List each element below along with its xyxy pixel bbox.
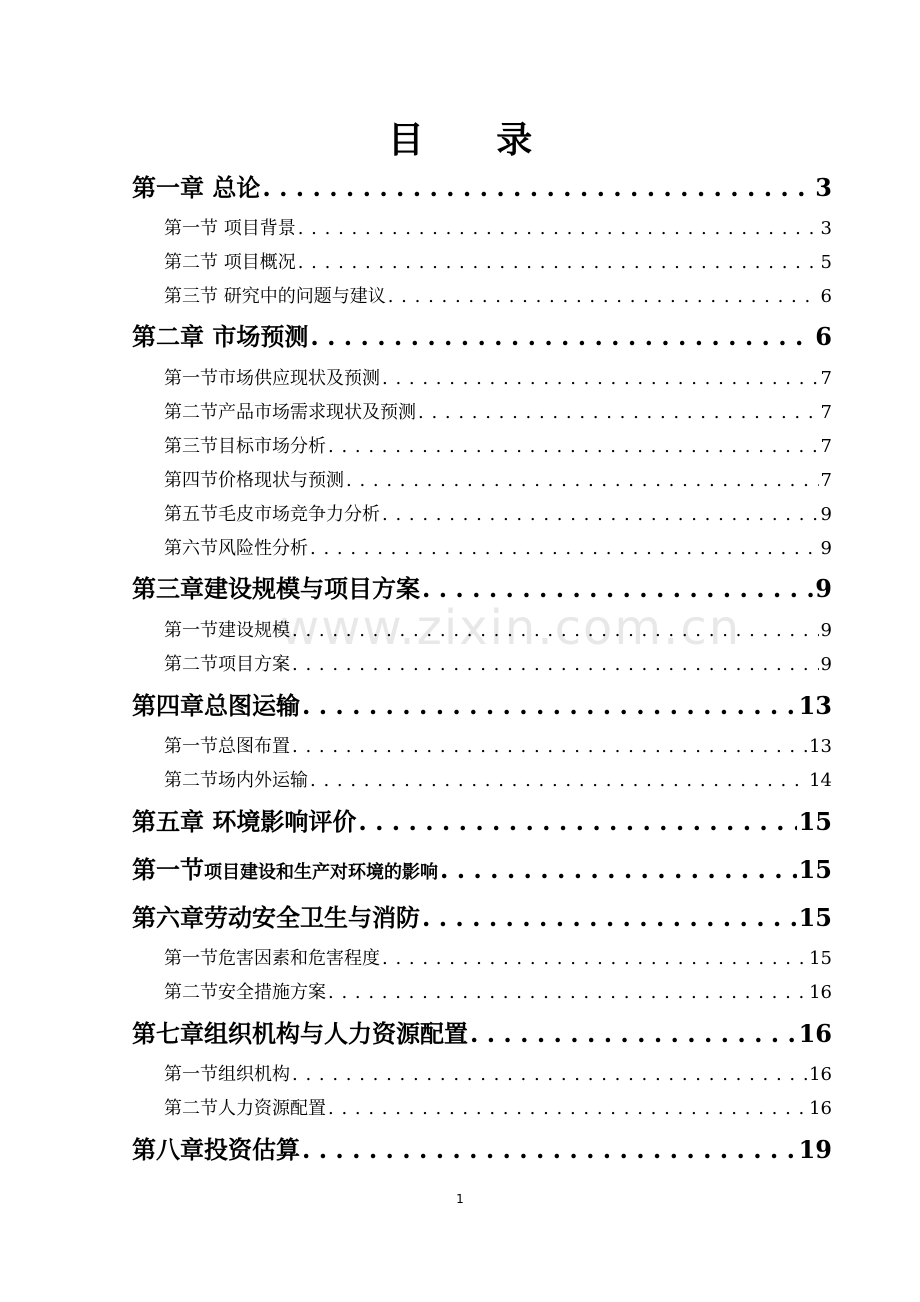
toc-page-number: 9	[820, 620, 832, 641]
toc-chapter-5-section-1[interactable]	[132, 850, 832, 885]
leader-dots	[328, 982, 807, 1003]
toc-entry-subtitle: 项目建设和生产对环境的影响	[204, 862, 438, 883]
leader-dots	[328, 436, 819, 457]
leader-dots	[310, 538, 819, 559]
toc-entry-title: 第六节风险性分析	[164, 538, 308, 559]
leader-dots	[382, 368, 819, 389]
toc-entry-title: 第五章 环境影响评价	[132, 807, 357, 836]
toc-entry-title: 第一节	[132, 855, 204, 884]
toc-chapter-8[interactable]	[132, 1130, 832, 1165]
leader-dots	[388, 286, 819, 307]
toc-section[interactable]	[164, 766, 832, 792]
toc-entry-title: 第二节场内外运输	[164, 770, 308, 791]
toc-page-number: 15	[798, 903, 832, 932]
leader-dots	[470, 1019, 797, 1048]
toc-page-number: 16	[809, 1098, 832, 1119]
toc-entry-title: 第三章建设规模与项目方案	[132, 574, 420, 603]
toc-page-number: 9	[820, 538, 832, 559]
toc-entry-title: 第五节毛皮市场竞争力分析	[164, 504, 380, 525]
leader-dots	[310, 322, 813, 351]
toc-chapter-6[interactable]	[132, 898, 832, 933]
toc-page-number: 7	[820, 368, 832, 389]
toc-page-number: 16	[809, 982, 832, 1003]
toc-page-number: 7	[820, 436, 832, 457]
toc-section[interactable]	[164, 398, 832, 424]
leader-dots	[292, 1064, 807, 1085]
toc-chapter-2[interactable]	[132, 317, 832, 352]
toc-page-number: 9	[820, 654, 832, 675]
toc-page-number: 3	[820, 218, 832, 239]
leader-dots	[382, 948, 807, 969]
toc-entry-title: 第二节产品市场需求现状及预测	[164, 402, 416, 423]
toc-page-number: 15	[798, 855, 832, 884]
toc-page-number: 5	[820, 252, 832, 273]
toc-page-number: 9	[820, 504, 832, 525]
toc-chapter-3[interactable]	[132, 569, 832, 604]
toc-section[interactable]	[164, 432, 832, 458]
toc-section[interactable]	[164, 732, 832, 758]
toc-entry-title: 第六章劳动安全卫生与消防	[132, 903, 420, 932]
leader-dots	[302, 1135, 797, 1164]
toc-section[interactable]	[164, 214, 832, 240]
toc-page-number: 7	[820, 402, 832, 423]
toc-chapter-5[interactable]	[132, 802, 832, 837]
toc-entry-title: 第二章 市场预测	[132, 322, 309, 351]
toc-page-number: 3	[815, 173, 832, 202]
toc-section[interactable]	[164, 944, 832, 970]
toc-page-number: 16	[798, 1019, 832, 1048]
leader-dots	[302, 691, 797, 720]
leader-dots	[292, 654, 819, 675]
toc-page-number: 13	[798, 691, 832, 720]
toc-page-number: 9	[815, 574, 832, 603]
leader-dots	[298, 218, 819, 239]
toc-section[interactable]	[164, 500, 832, 526]
toc-chapter-7[interactable]	[132, 1014, 832, 1049]
toc-section[interactable]	[164, 282, 832, 308]
leader-dots	[382, 504, 819, 525]
toc-chapter-4[interactable]	[132, 686, 832, 721]
watermark: www.zixin.com.cn	[280, 600, 742, 656]
toc-entry-title: 第一节市场供应现状及预测	[164, 368, 380, 389]
toc-section[interactable]	[164, 248, 832, 274]
toc-section[interactable]	[164, 1060, 832, 1086]
toc-page-number: 7	[820, 470, 832, 491]
page-title: 目 录	[387, 119, 563, 161]
toc-section[interactable]	[164, 466, 832, 492]
leader-dots	[422, 903, 797, 932]
leader-dots	[310, 770, 807, 791]
toc-entry-title: 第三节目标市场分析	[164, 436, 326, 457]
toc-page-number: 6	[815, 322, 832, 351]
toc-entry-title: 第一章 总论	[132, 173, 261, 202]
toc-entry-title: 第四章总图运输	[132, 691, 300, 720]
toc-section[interactable]	[164, 364, 832, 390]
toc-page-number: 15	[798, 807, 832, 836]
toc-entry-title: 第二节项目方案	[164, 654, 290, 675]
toc-entry-title: 第一节建设规模	[164, 620, 290, 641]
leader-dots	[418, 402, 819, 423]
toc-entry-title: 第四节价格现状与预测	[164, 470, 344, 491]
leader-dots	[346, 470, 819, 491]
toc-page-number: 13	[809, 736, 832, 757]
leader-dots	[328, 1098, 807, 1119]
leader-dots	[298, 252, 819, 273]
toc-entry-title: 第二节 项目概况	[164, 252, 296, 273]
leader-dots	[440, 855, 797, 884]
leader-dots	[358, 807, 796, 836]
toc-page-number: 19	[798, 1135, 832, 1164]
leader-dots	[292, 736, 807, 757]
toc-page-number: 14	[809, 770, 832, 791]
toc-entry-title: 第八章投资估算	[132, 1135, 300, 1164]
toc-entry-title: 第一节总图布置	[164, 736, 290, 757]
toc-entry-title: 第三节 研究中的问题与建议	[164, 286, 386, 307]
leader-dots	[422, 574, 813, 603]
toc-entry-title: 第一节 项目背景	[164, 218, 296, 239]
page-number-footer: 1	[456, 1192, 464, 1206]
toc-section[interactable]	[164, 534, 832, 560]
leader-dots	[262, 173, 813, 202]
toc-entry-title: 第一节组织机构	[164, 1064, 290, 1085]
toc-page-number: 16	[809, 1064, 832, 1085]
toc-entry-title: 第一节危害因素和危害程度	[164, 948, 380, 969]
toc-chapter-1[interactable]	[132, 168, 832, 203]
toc-page-number: 6	[820, 286, 832, 307]
toc-entry-title: 第二节安全措施方案	[164, 982, 326, 1003]
toc-section[interactable]	[164, 978, 832, 1004]
toc-page-number: 15	[809, 948, 832, 969]
toc-entry-title: 第二节人力资源配置	[164, 1098, 326, 1119]
toc-section[interactable]	[164, 1094, 832, 1120]
toc-entry-title: 第七章组织机构与人力资源配置	[132, 1019, 468, 1048]
